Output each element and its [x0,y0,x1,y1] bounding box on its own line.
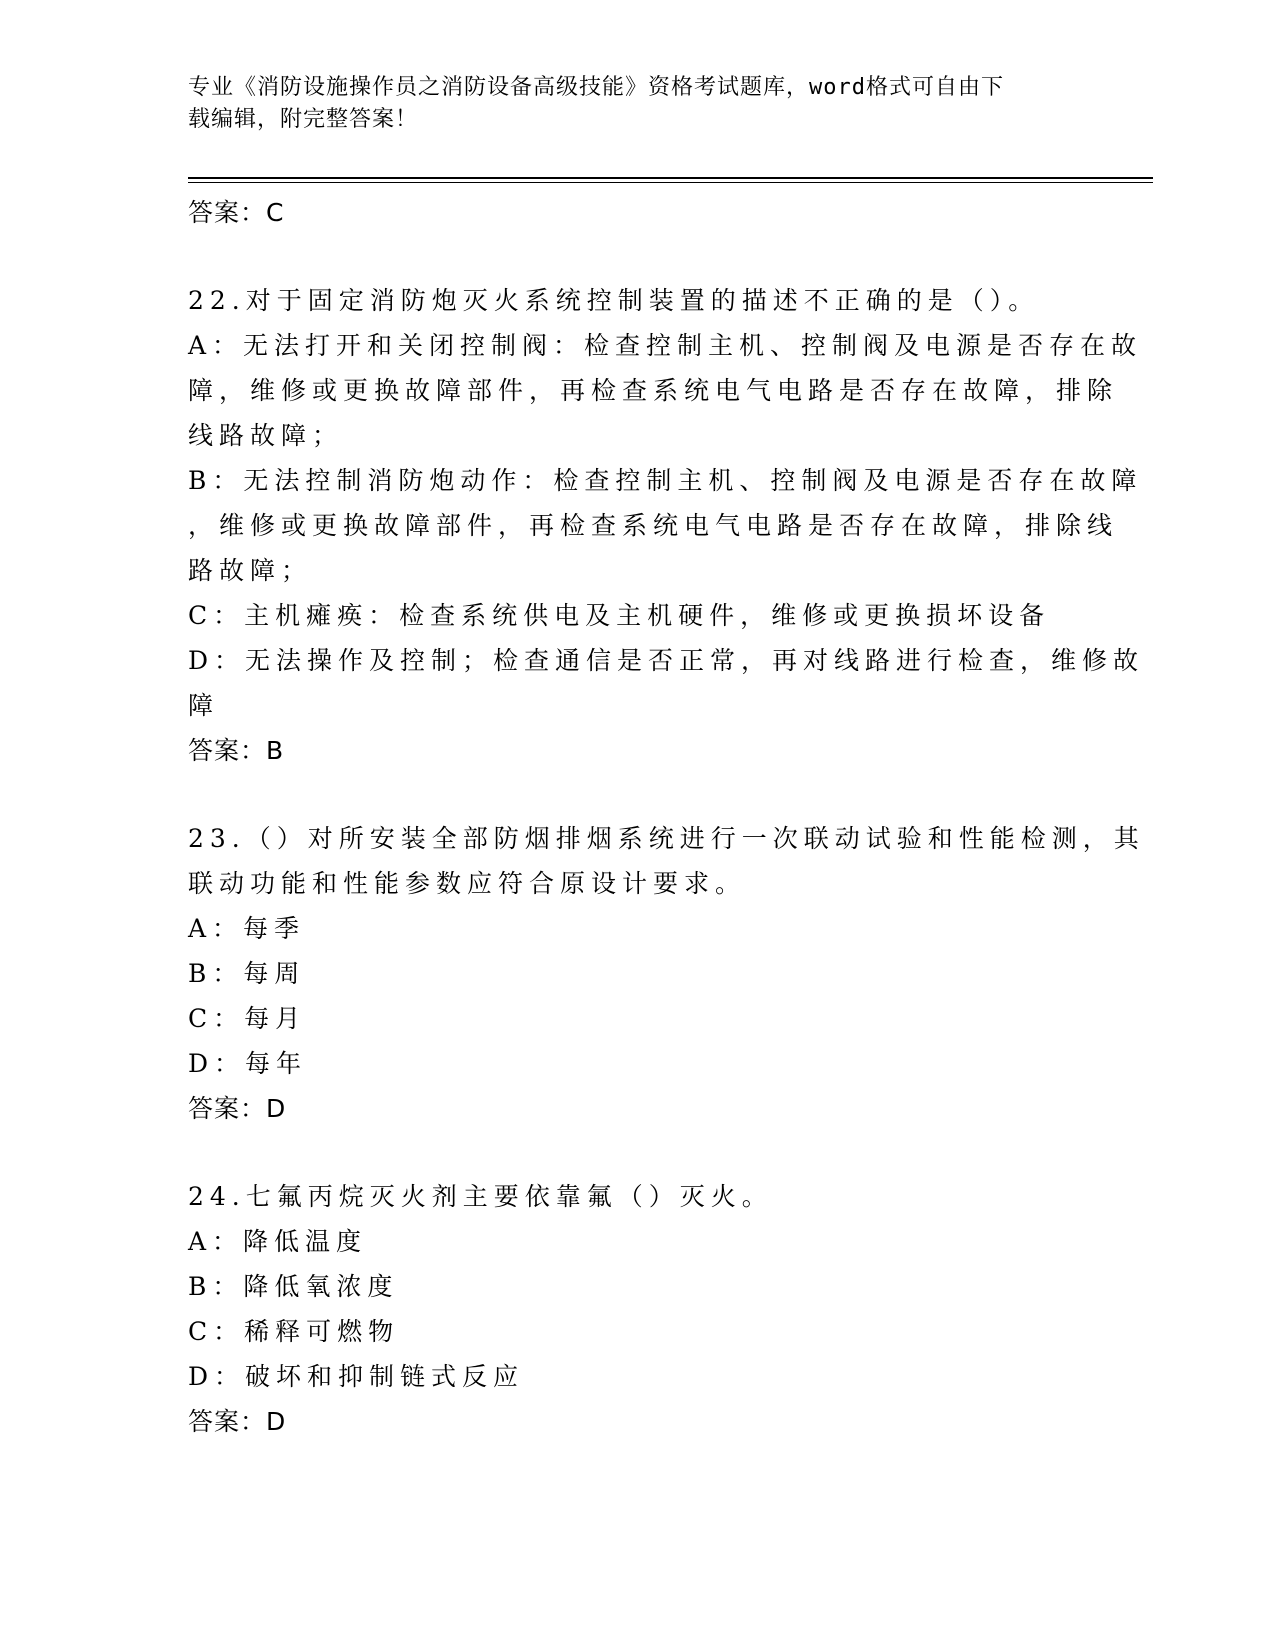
question-24-answer: 答案：D [188,1407,287,1436]
question-22-option-b-line-3: 路故障； [188,556,313,585]
document-body [188,190,1145,1445]
question-23-stem-line-2: 联动功能和性能参数应符合原设计要求。 [188,869,747,898]
question-22-option-d-line-1: D：无法操作及控制；检查通信是否正常，再对线路进行检查，维修故 [188,646,1145,675]
header-line-1: 专业《消防设施操作员之消防设备高级技能》资格考试题库，word格式可自由下 [188,75,1004,100]
header-line-2: 载编辑，附完整答案！ [188,107,419,132]
header-divider-thick [188,177,1153,179]
question-23-answer: 答案：D [188,1094,287,1123]
question-24 [188,1174,1088,1445]
question-22-option-a-line-1: A：无法打开和关闭控制阀：检查控制主机、控制阀及电源是否存在故 [188,331,1143,360]
question-24-option-d: D：破坏和抑制链式反应 [188,1362,525,1391]
question-24-stem: 24.七氟丙烷灭火剂主要依靠氟（）灭火。 [188,1182,773,1211]
question-23 [188,816,1145,1132]
question-23-option-b: B：每周 [188,959,306,988]
document-header [188,72,1068,136]
question-23-option-d: D：每年 [188,1049,308,1078]
question-22-option-b-line-2: ，维修或更换故障部件，再检查系统电气电路是否存在故障，排除线 [188,511,1119,540]
previous-answer: 答案：C [188,198,285,227]
question-22-option-c: C：主机瘫痪：检查系统供电及主机硬件，维修或更换损坏设备 [188,601,1051,630]
question-22-stem: 22.对于固定消防炮灭火系统控制装置的描述不正确的是（）。 [188,286,1040,315]
question-22-option-d-line-2: 障 [188,691,220,720]
question-22-option-a-line-3: 线路故障； [188,421,344,450]
question-24-option-b: B：降低氧浓度 [188,1272,399,1301]
question-23-option-c: C：每月 [188,1004,307,1033]
question-22-option-b-line-1: B：无法控制消防炮动作：检查控制主机、控制阀及电源是否存在故障 [188,466,1143,495]
question-23-option-a: A：每季 [188,914,306,943]
question-22 [188,278,1145,774]
question-23-stem-line-1: 23.（）对所安装全部防烟排烟系统进行一次联动试验和性能检测，其 [188,824,1145,853]
header-divider-thin [188,182,1153,183]
question-22-answer: 答案：B [188,736,285,765]
question-24-option-c: C：稀释可燃物 [188,1317,400,1346]
question-24-option-a: A：降低温度 [188,1227,368,1256]
question-22-option-a-line-2: 障，维修或更换故障部件，再检查系统电气电路是否存在故障，排除 [188,376,1119,405]
